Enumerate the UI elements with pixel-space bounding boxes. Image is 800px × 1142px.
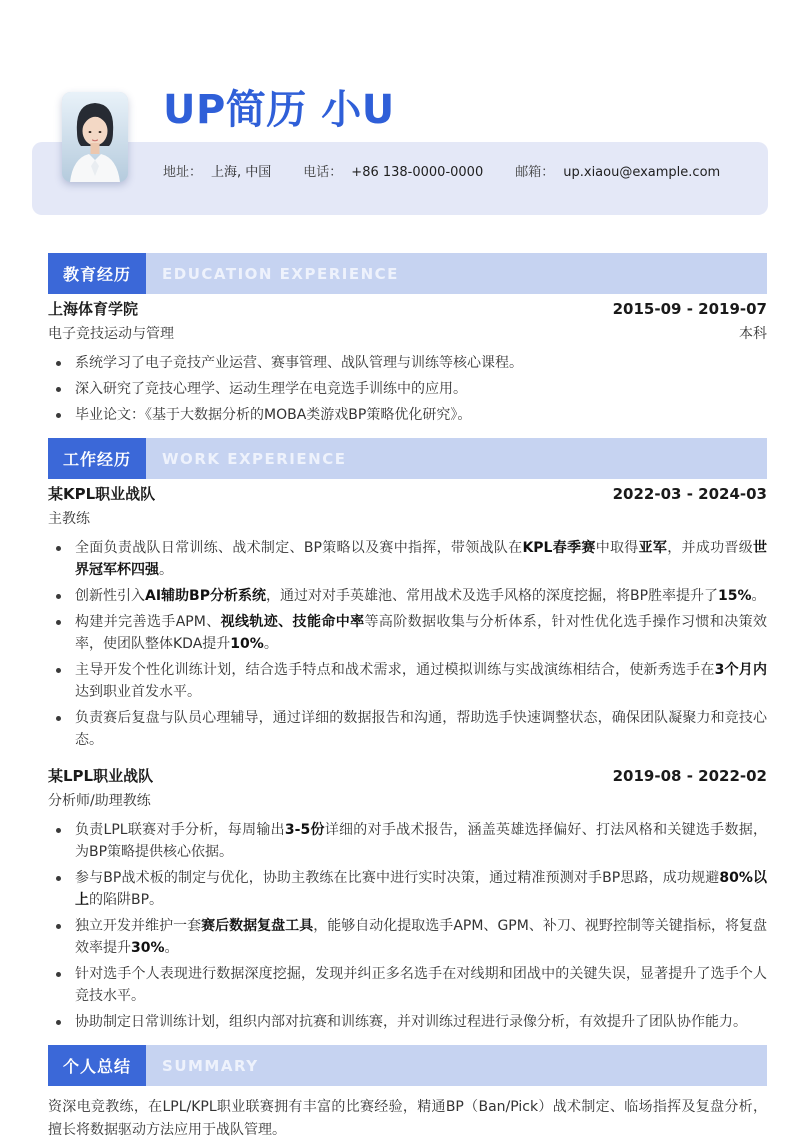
bullet-item: [48, 585, 767, 607]
section: [48, 1045, 767, 1142]
highlight-text: AI辅助BP分析系统: [145, 588, 266, 604]
bullet-item: [48, 915, 767, 959]
text-run: 独立开发并维护一套: [75, 918, 202, 934]
text-run: 协助制定日常训练计划，组织内部对抗赛和训练赛，并对训练过程进行录像分析，有效提升了团队协作能力。: [75, 1014, 747, 1030]
resume-header: [0, 0, 800, 215]
text-run: ，通过对对手英雄池、常用战术及选手风格的深度挖掘，将BP胜率提升了: [265, 588, 719, 604]
entry-degree: 本科: [739, 326, 767, 342]
entry-title-row: [48, 484, 767, 505]
highlight-text: 世界冠军杯四强: [75, 540, 768, 578]
text-run: 构建并完善选手APM、: [75, 614, 221, 630]
entry-sub-row: [48, 509, 767, 529]
highlight-text: 赛后数据复盘工具: [201, 918, 314, 934]
text-run: 主导开发个性化训练计划，结合选手特点和战术需求，通过模拟训练与实战演练相结合，使新秀选手在: [75, 662, 715, 678]
bullet-item: [48, 963, 767, 1007]
bullet-item: [48, 378, 767, 400]
highlight-text: 3-5份: [284, 822, 325, 838]
section-title-en: SUMMARY: [146, 1045, 767, 1086]
text-run: 详细的对手战术报告，涵盖英雄选择偏好、打法风格和关键选手数据，为BP策略提供核心依据。: [75, 822, 768, 860]
entry-sub-row: [48, 324, 767, 344]
text-run: 。: [751, 588, 766, 604]
text-run: 。: [159, 562, 173, 578]
text-run: 。: [263, 636, 278, 652]
profile-photo-illustration: [62, 92, 128, 182]
entry-org: 上海体育学院: [48, 300, 139, 318]
highlight-text: 视线轨迹、技能命中率: [220, 614, 365, 630]
contact-item: [515, 164, 720, 182]
profile-photo: [62, 92, 128, 182]
contact-row: [163, 164, 720, 182]
text-run: 等高阶数据收集与分析体系，针对性优化选手操作习惯和决策效率，使团队整体KDA提升: [75, 614, 767, 652]
section-title-en: EDUCATION EXPERIENCE: [146, 253, 767, 294]
entry-role: 主教练: [48, 511, 90, 527]
highlight-text: 15%: [718, 588, 752, 604]
contact-value: 上海, 中国: [211, 165, 272, 180]
text-run: 全面负责战队日常训练、战术制定、BP策略以及赛中指挥，带领战队在: [75, 540, 523, 556]
section: [48, 438, 767, 1033]
entry-role: 电子竞技运动与管理: [48, 326, 174, 342]
text-run: 系统学习了电子竞技产业运营、赛事管理、战队管理与训练等核心课程。: [75, 355, 523, 371]
entry-title-row: [48, 299, 767, 320]
text-run: 。: [164, 940, 179, 956]
highlight-text: 亚军: [638, 540, 668, 556]
highlight-text: KPL春季赛: [522, 540, 596, 556]
bullet-item: [48, 352, 767, 374]
experience-entry: [48, 299, 767, 426]
bullet-item: [48, 659, 767, 703]
bullet-item: [48, 1011, 767, 1033]
contact-value: +86 138-0000-0000: [351, 165, 484, 180]
contact-label: 电话：: [303, 165, 343, 180]
text-run: 创新性引入: [75, 588, 145, 604]
entry-date: 2019-08 - 2022-02: [612, 767, 767, 785]
text-run: 达到职业首发水平。: [75, 684, 201, 700]
section-header: [48, 253, 767, 294]
contact-label: 邮箱：: [515, 165, 555, 180]
text-run: 针对选手个人表现进行数据深度挖掘，发现并纠正多名选手在对线期和团战中的关键失误，显著提升了选手个人竞技水平。: [75, 966, 767, 1004]
bullet-item: [48, 404, 767, 426]
highlight-text: 30%: [131, 940, 165, 956]
page-title: UP简历 小U: [163, 87, 395, 133]
experience-entry: [48, 766, 767, 1033]
entry-date: 2022-03 - 2024-03: [612, 485, 767, 503]
section-title-zh: 个人总结: [48, 1045, 146, 1086]
section-header: [48, 1045, 767, 1086]
section-entries: [48, 299, 767, 426]
highlight-text: 3个月内: [714, 662, 767, 678]
bullet-list: [48, 537, 767, 751]
entry-title-row: [48, 766, 767, 787]
entry-org: 某KPL职业战队: [48, 485, 156, 503]
text-run: 负责LPL联赛对手分析，每周输出: [75, 822, 285, 838]
text-run: ，能够自动化提取选手APM、GPM、补刀、视野控制等关键指标，将复盘效率提升: [75, 918, 768, 956]
contact-item: [163, 164, 271, 182]
text-run: 毕业论文：《基于大数据分析的MOBA类游戏BP策略优化研究》。: [75, 407, 472, 423]
bullet-item: [48, 707, 767, 751]
resume-body: [48, 253, 767, 1142]
text-run: 的陷阱BP。: [89, 892, 164, 908]
section-title-en: WORK EXPERIENCE: [146, 438, 767, 479]
section-entries: [48, 484, 767, 1033]
section: [48, 253, 767, 426]
highlight-text: 10%: [230, 636, 264, 652]
section-header: [48, 438, 767, 479]
bullet-item: [48, 537, 767, 581]
bullet-item: [48, 819, 767, 863]
entry-date: 2015-09 - 2019-07: [612, 300, 767, 318]
bullet-list: [48, 819, 767, 1033]
bullet-list: [48, 352, 767, 426]
entry-org: 某LPL职业战队: [48, 767, 154, 785]
bullet-item: [48, 611, 767, 655]
text-run: 中取得: [595, 540, 639, 556]
section-title-zh: 工作经历: [48, 438, 146, 479]
text-run: 参与BP战术板的制定与优化，协助主教练在比赛中进行实时决策，通过精准预测对手BP思路，成功规避: [75, 870, 720, 886]
section-entries: [48, 1096, 767, 1142]
entry-sub-row: [48, 791, 767, 811]
entry-role: 分析师/助理教练: [48, 793, 151, 809]
bullet-item: [48, 867, 767, 911]
section-title-zh: 教育经历: [48, 253, 146, 294]
highlight-text: 80%以上: [75, 870, 767, 908]
text-run: 深入研究了竞技心理学、运动生理学在电竞选手训练中的应用。: [75, 381, 467, 397]
contact-item: [303, 164, 483, 182]
text-run: ，并成功晋级: [667, 540, 754, 556]
experience-entry: [48, 484, 767, 751]
contact-label: 地址：: [163, 165, 203, 180]
summary-text: 资深电竞教练，在LPL/KPL职业联赛拥有丰富的比赛经验，精通BP（Ban/Pick）战术制定、临场指挥及复盘分析，擅长将数据驱动方法应用于战队管理。: [48, 1099, 767, 1138]
contact-value: up.xiaou@example.com: [563, 165, 721, 180]
text-run: 负责赛后复盘与队员心理辅导，通过详细的数据报告和沟通，帮助选手快速调整状态，确保团队凝聚力和竞技心态。: [75, 710, 767, 748]
